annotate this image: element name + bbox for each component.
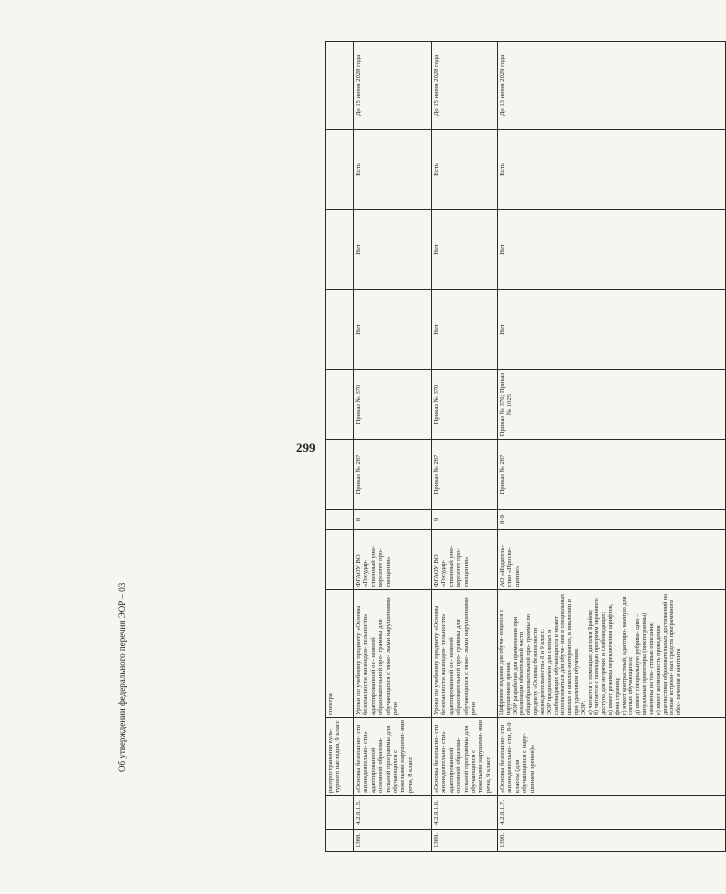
header-empty-developer [326, 530, 354, 590]
header-empty-order287 [326, 440, 354, 510]
rotated-table-container [325, 42, 725, 852]
row-number: 1390. [498, 830, 726, 852]
table-header-row [326, 42, 354, 852]
row-order-287: Приказ № 287 [432, 440, 498, 510]
row-col-c: Есть [354, 130, 432, 210]
row-developer: ФГАОУ ВО «Государ- ственный уни- верситет про- свещения» [354, 530, 432, 590]
header-empty-col-a [326, 290, 354, 370]
row-name: «Основы безопасно- сти жизнедеятельно- сти» адаптированной основной образова- тельной программы для обучающихся с тяжелыми нарушени- ями речи, 9 класс [432, 718, 498, 796]
header-empty-order370 [326, 370, 354, 440]
row-deadline: До 15 июня 2028 года [432, 42, 498, 130]
row-order-287: Приказ № 287 [498, 440, 726, 510]
row-description: Уроки по учебному предмету «Основы безопасности жизнедея- тельности» адаптированной ос- новной образовательной про- граммы для обучающихся с тяже- лыми нарушениями речи [432, 590, 498, 718]
header-description: спектра [326, 590, 354, 718]
description-line: е) имеет возможность проведения диагностики образовательных достижений на основе встроен- ных средств программного обес- печения и контента [654, 593, 683, 715]
header-empty-grade [326, 510, 354, 530]
row-order-287: Приказ № 287 [354, 440, 432, 510]
header-empty-col-b [326, 210, 354, 290]
row-grade: 8-9 [498, 510, 726, 530]
row-number: 1389. [432, 830, 498, 852]
table-row [432, 42, 498, 852]
row-deadline: До 13 июня 2029 года [498, 42, 726, 130]
row-col-b: Нет [354, 210, 432, 290]
row-developer: ФГАОУ ВО «Государ- ственный уни- верситет про- свещения» [432, 530, 498, 590]
row-deadline: До 15 июня 2028 года [354, 42, 432, 130]
description-line: а) читается с помощью дисплея Брайля; [586, 609, 594, 715]
description-line: ЭОР: [579, 700, 587, 715]
row-order-370: Приказ № 370 [432, 370, 498, 440]
row-col-a: Нет [498, 290, 726, 370]
row-developer: АО «Издатель- ство «Просве- щение» [498, 530, 726, 590]
description-line: Цифровое издание для обуча- ющихся с нарушением зрения. [498, 609, 512, 715]
header-empty-num [326, 830, 354, 852]
header-empty-deadline [326, 42, 354, 130]
row-grade: 9 [432, 510, 498, 530]
row-col-b: Нет [432, 210, 498, 290]
row-description: Уроки по учебному предмету «Основы безопасности жизнедея- тельности» адаптированной ос- новной образовательной про- граммы для обучающихся с тяже- лыми нарушениями речи [354, 590, 432, 718]
row-order-370: Приказ № 370 [354, 370, 432, 440]
description-line: ЭОР предназначен для слепых и слабовидящих обучающихся и может использоваться для обуче- ния в специальных школах и школах-интернатах, в инклюзии и при удаленном обучении. [545, 593, 580, 715]
footer-note: Об утверждении федерального перечня ЭОР – 03 [117, 582, 127, 772]
header-empty-col-c [326, 130, 354, 210]
row-col-c: Есть [432, 130, 498, 210]
row-order-370: Приказ № 370; Приказ № 1025 [498, 370, 726, 440]
eor-table [325, 41, 726, 852]
description-line: г) имеет контрастный, адаптиро- ванную для слепых обучающихся; [620, 596, 635, 715]
row-code: 4.2.9.1.5. [354, 796, 432, 830]
row-code: 4.2.9.1.7. [498, 796, 726, 830]
row-name: «Основы безопасно- сти жизнедеятельно- сти» адаптированной основной образова- тельной программы для обучающихся с тяжелыми нарушени- ями речи, 8 класс [354, 718, 432, 796]
header-name: распространения куль- турного наследия, 9 класс [326, 718, 354, 796]
row-col-b: Нет [498, 210, 726, 290]
table-row [354, 42, 432, 852]
table-row [498, 42, 726, 852]
description-line: ЭОР разработан для применения при реализации обязательной части общеобразовательной про- граммы по предмету «Основы безопасности жизнедеятельности» 8 и 9 класс. [511, 614, 546, 715]
description-line: д) имеет специальную рубрика- цию – визуальные ориентиры (пиктограммы) заменены на тек- стовые описания; [634, 612, 655, 715]
row-code: 4.2.9.1.6. [432, 796, 498, 830]
row-col-a: Нет [432, 290, 498, 370]
row-number: 1388. [354, 830, 432, 852]
header-empty-code [326, 796, 354, 830]
row-description [498, 590, 726, 718]
row-grade: 8 [354, 510, 432, 530]
row-col-a: Нет [354, 290, 432, 370]
row-name: «Основы безопасно- сти жизнедеятельно- сти, 8-9 классы (для обучающихся с нару- шением зрения)» [498, 718, 726, 796]
description-line: в) имеет режимы переключения шрифтов, фона страниц; [607, 603, 621, 715]
page-number: 299 [296, 440, 316, 455]
row-col-c: Есть [498, 130, 726, 210]
description-line: б) читается с помощью программ экранного доступа для незрячих и слабовидящих; [593, 598, 608, 715]
